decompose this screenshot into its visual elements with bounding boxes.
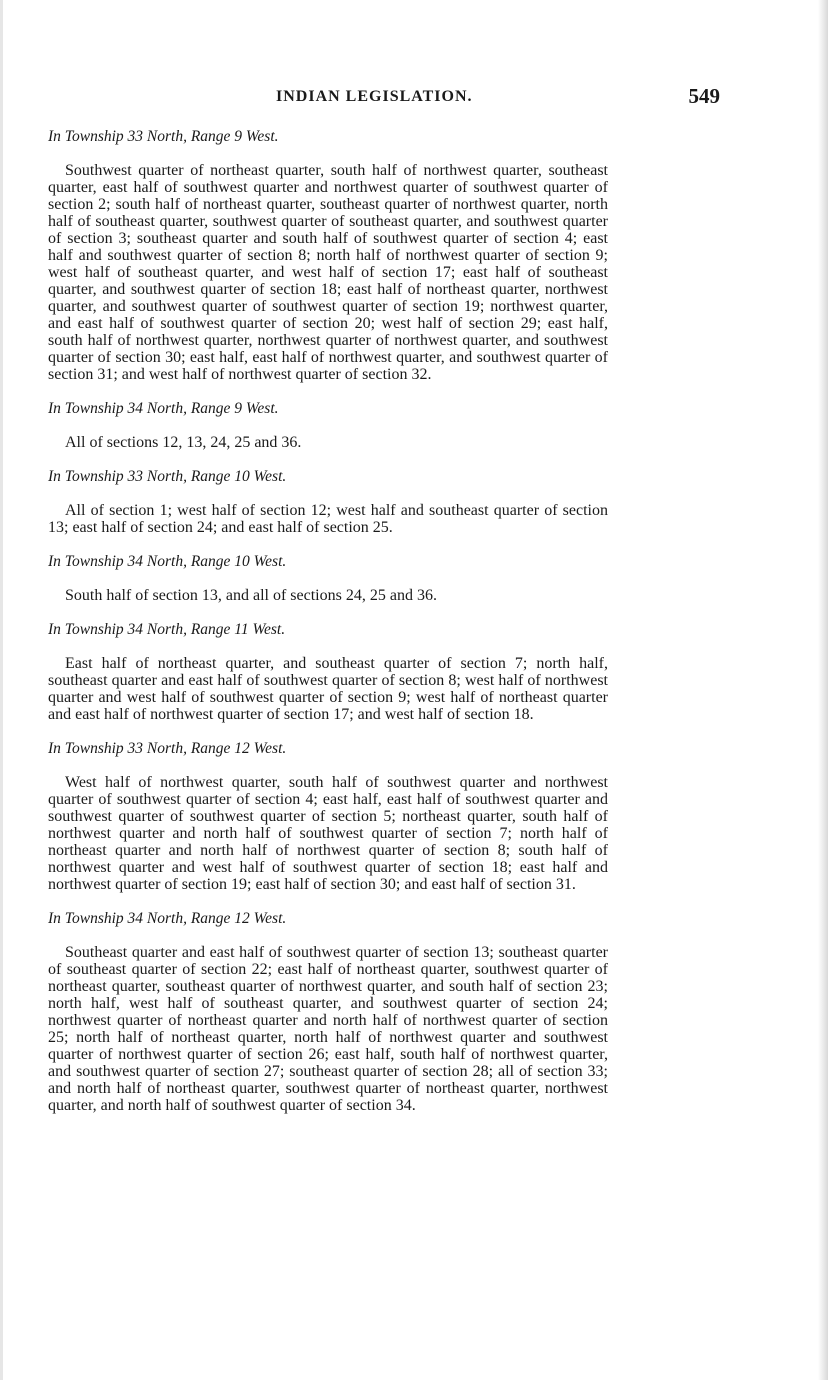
township-section (48, 553, 608, 604)
township-section (48, 740, 608, 893)
land-description: Southeast quarter and east half of southwest quarter of section 13; southeast quarter of southeast quarter of section 22; east half of northeast quarter, southwest quarter of northeast quarter, southeast quarter of northwest quarter, and south half of section 23; north half, west half of southeast quarter, and southwest quarter of section 24; northwest quarter of northeast quarter and north half of northwest quarter of section 25; north half of northeast quarter, north half of northwest quarter and southwest quarter of northwest quarter of section 26; east half, south half of northwest quarter, and southwest quarter of section 27; southeast quarter of section 28; all of section 33; and north half of northeast quarter, southwest quarter of northeast quarter, northwest quarter, and north half of southwest quarter of section 34. (48, 944, 608, 1114)
land-description: All of section 1; west half of section 12; west half and southeast quarter of section 13; east half of section 24; and east half of section 25. (48, 502, 608, 536)
township-heading: In Township 34 North, Range 9 West. (48, 400, 279, 417)
township-heading: In Township 33 North, Range 12 West. (48, 740, 287, 757)
township-heading: In Township 34 North, Range 10 West. (48, 553, 287, 570)
page-right-edge (818, 0, 828, 1380)
land-description: South half of section 13, and all of sections 24, 25 and 36. (65, 587, 437, 604)
page-left-edge (0, 0, 3, 1380)
running-title: INDIAN LEGISLATION. (276, 88, 473, 105)
township-heading: In Township 33 North, Range 10 West. (48, 468, 287, 485)
land-description: West half of northwest quarter, south half of southwest quarter and northwest quarter of southwest quarter of section 4; east half, east half of southwest quarter and southwest quarter of southwest quarter of section 5; northeast quarter, south half of northwest quarter and north half of southwest quarter of section 7; north half of northeast quarter and north half of northwest quarter of section 8; south half of northwest quarter and west half of southwest quarter of section 18; east half and northwest quarter of section 19; east half of section 30; and east half of section 31. (48, 774, 608, 893)
township-section (48, 128, 608, 383)
township-section (48, 468, 608, 536)
township-section (48, 910, 608, 1114)
township-section (48, 400, 608, 451)
page-header (48, 84, 724, 114)
township-section (48, 621, 608, 723)
township-heading: In Township 33 North, Range 9 West. (48, 128, 279, 145)
land-description: Southwest quarter of northeast quarter, south half of northwest quarter, southeast quarter, east half of southwest quarter and northwest quarter of southwest quarter of section 2; south half of northeast quarter, southeast quarter of northwest quarter, north half of southeast quarter, southwest quarter of southeast quarter, and southwest quarter of section 3; southeast quarter and south half of southwest quarter of section 4; east half and southwest quarter of section 8; north half of northwest quarter of section 9; west half of southeast quarter, and west half of section 17; east half of southeast quarter, and southwest quarter of section 18; east half of northeast quarter, northwest quarter, and southwest quarter of southwest quarter of section 19; northwest quarter, and east half of southwest quarter of section 20; west half of section 29; east half, south half of northwest quarter, northwest quarter of northwest quarter, and southwest quarter of section 30; east half, east half of northwest quarter, and southwest quarter of section 31; and west half of northwest quarter of section 32. (48, 162, 608, 383)
land-description: East half of northeast quarter, and southeast quarter of section 7; north half, southeast quarter and east half of southwest quarter of section 8; west half of northwest quarter and west half of southwest quarter of section 9; west half of northeast quarter and east half of northwest quarter of section 17; and west half of section 18. (48, 655, 608, 723)
township-heading: In Township 34 North, Range 12 West. (48, 910, 287, 927)
township-heading: In Township 34 North, Range 11 West. (48, 621, 286, 638)
page-number: 549 (688, 84, 720, 108)
land-description: All of sections 12, 13, 24, 25 and 36. (65, 434, 302, 451)
page-body (48, 128, 608, 1114)
